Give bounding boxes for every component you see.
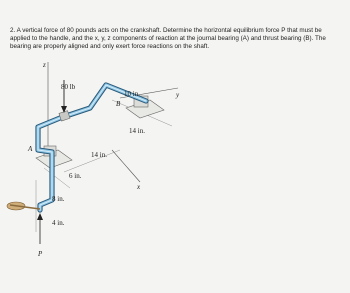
axis-z-label: z	[43, 61, 46, 69]
handle	[7, 202, 40, 210]
dim-4-label: 4 in.	[52, 219, 65, 227]
dim-14-label-middle: 14 in.	[91, 151, 107, 159]
problem-statement: 2. A vertical force of 80 pounds acts on the crankshaft. Determine the horizontal equilibrium force P that must be applied to the handle, and the x, y, z components of reaction at the journal bearing (A) and thrust bearing (B). The bearing are properly aligned and only exert force reactions on the shaft.	[10, 27, 326, 51]
axis-y-label: y	[176, 91, 180, 99]
dim-10-label: 10 in.	[124, 90, 140, 98]
axis-x-label: x	[137, 183, 141, 191]
force-p-arrow	[37, 213, 43, 244]
dim-8-label: 8 in.	[52, 195, 65, 203]
force-80lb-label: 80 lb	[61, 83, 76, 91]
force-p-label: P	[38, 250, 43, 258]
x-axis	[112, 150, 140, 182]
point-a-label: A	[28, 145, 33, 153]
point-b-label: B	[116, 100, 121, 108]
dim-6-label: 6 in.	[69, 172, 82, 180]
dim-14-label-right: 14 in.	[129, 127, 145, 135]
